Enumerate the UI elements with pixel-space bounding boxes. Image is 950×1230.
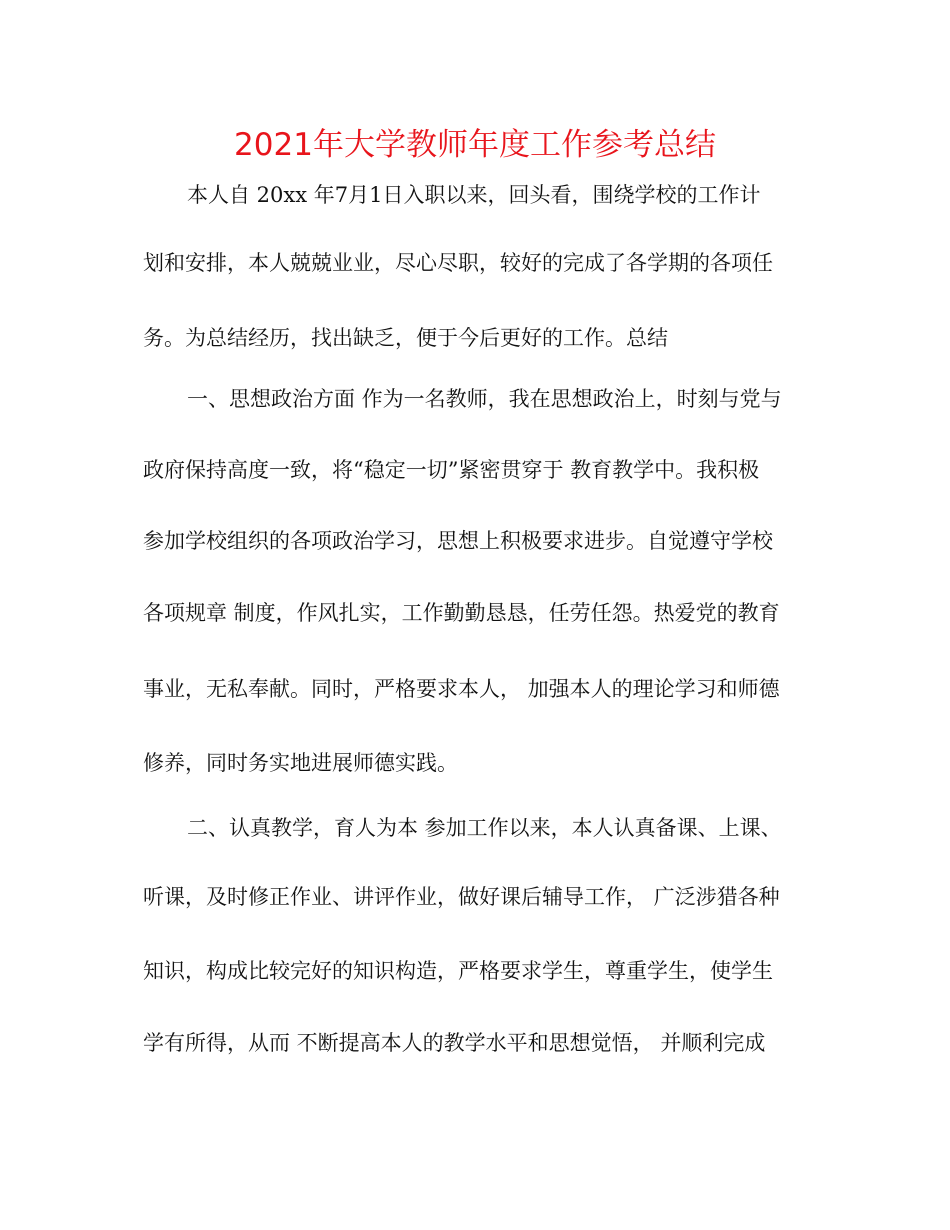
paragraph-line: 学有所得，从而 不断提高本人的教学水平和思想觉悟， 并顺利完成 bbox=[143, 1031, 766, 1055]
paragraph-line: 划和安排，本人兢兢业业，尽心尽职，较好的完成了各学期的各项任 bbox=[143, 251, 773, 275]
paragraph-line: 政府保持高度一致，将“稳定一切”紧密贯穿于 教育教学中。我积极 bbox=[143, 458, 760, 482]
paragraph-line: 各项规章 制度，作风扎实，工作勤勤恳恳，任劳任怨。热爱党的教育 bbox=[143, 601, 780, 625]
paragraph-line: 事业，无私奉献。同时，严格要求本人， 加强本人的理论学习和师德 bbox=[143, 677, 780, 701]
document-title: 2021年大学教师年度工作参考总结 bbox=[234, 127, 716, 163]
paragraph-line: 修养，同时务实地进展师德实践。 bbox=[143, 751, 458, 775]
paragraph-line: 参加学校组织的各项政治学习，思想上积极要求进步。自觉遵守学校 bbox=[143, 529, 773, 553]
paragraph-line: 听课，及时修正作业、讲评作业，做好课后辅导工作， 广泛涉猎各种 bbox=[143, 885, 780, 909]
paragraph-line: 一、思想政治方面 作为一名教师，我在思想政治上，时刻与党与 bbox=[187, 387, 782, 411]
paragraph-line: 本人自 20xx 年7月1日入职以来，回头看，围绕学校的工作计 bbox=[187, 183, 761, 207]
paragraph-line: 二、认真教学，育人为本 参加工作以来，本人认真备课、上课、 bbox=[187, 816, 782, 840]
paragraph-line: 知识，构成比较完好的知识构造，严格要求学生，尊重学生，使学生 bbox=[143, 959, 773, 983]
paragraph-line: 务。为总结经历，找出缺乏，便于今后更好的工作。总结 bbox=[143, 326, 668, 350]
